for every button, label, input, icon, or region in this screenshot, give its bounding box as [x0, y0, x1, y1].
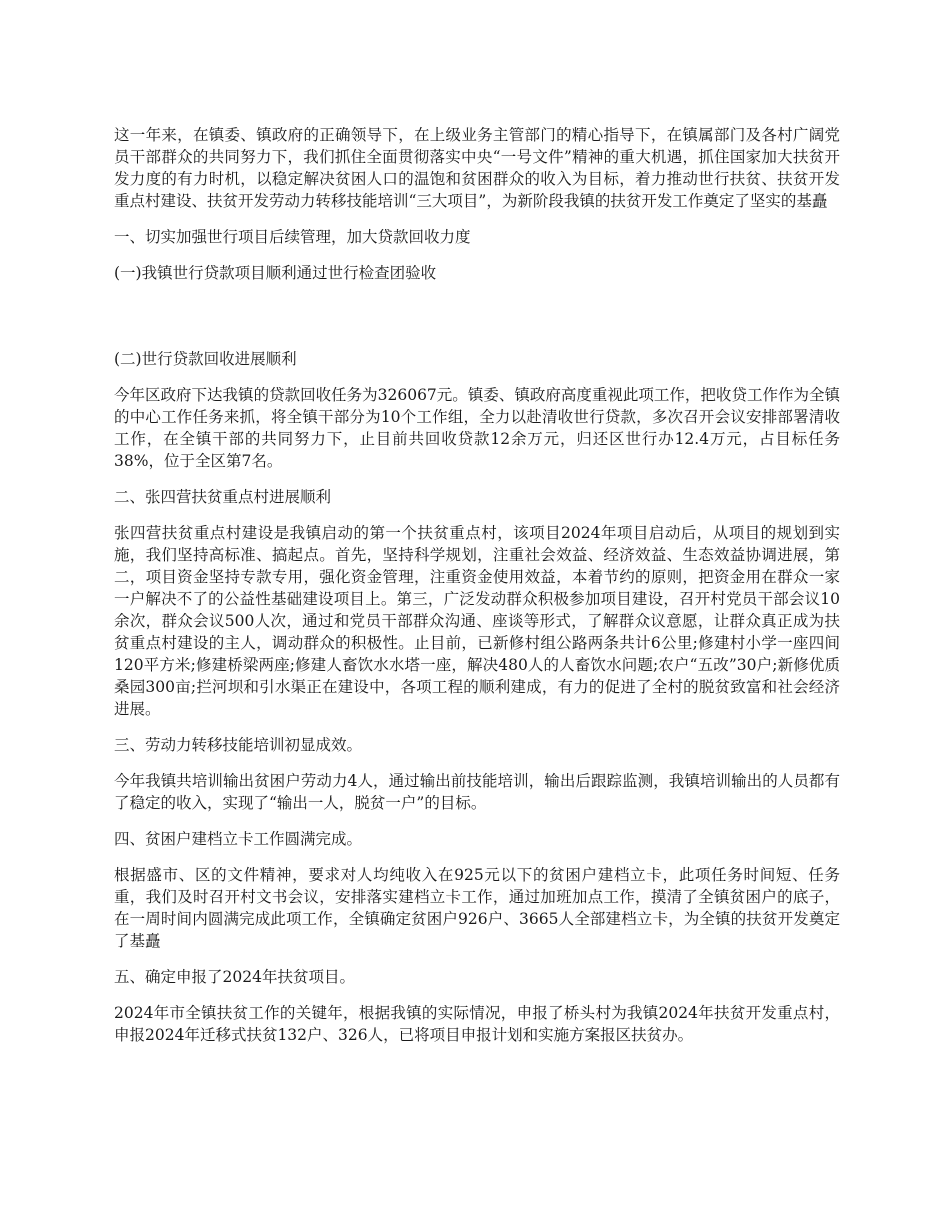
subsection-heading-1-2: (二)世行贷款回收进展顺利	[114, 350, 297, 368]
key-village-paragraph: 张四营扶贫重点村建设是我镇启动的第一个扶贫重点村，该项目2024年项目启动后，从项目的规划到实施，我们坚持高标准、搞起点。首先，坚持科学规划，注重社会效益、经济效益、生态效益协调进展，第二，项目资金坚持专款专用，强化资金管理，注重资金使用效益，本着节约的原则，把资金用在群众一家一户解决不了的公益性基础建设项目上。第三，广泛发动群众积极参加项目建设，召开村党员干部会议10余次，群众会议500人次，通过和党员干部群众沟通、座谈等形式，了解群众议意愿，让群众真正成为扶贫重点村建设的主人，调动群众的积极性。止目前，已新修村组公路两条共计6公里;修建村小学一座四间120平方米;修建桥梁两座;修建人畜饮水水塔一座，解决480人的人畜饮水问题;农户“五改”30户;新修优质桑园300亩;拦河坝和引水渠正在建设中，各项工程的顺利建成，有力的促进了全村的脱贫致富和社会经济进展。	[114, 524, 840, 718]
loan-recovery-paragraph: 今年区政府下达我镇的贷款回收任务为326067元。镇委、镇政府高度重视此项工作，把收贷工作作为全镇的中心工作任务来抓，将全镇干部分为10个工作组，全力以赴清收世行贷款，多次召开会议安排部署清收工作，在全镇干部的共同努力下，止目前共回收贷款12余万元，归还区世行办12.4万元，占目标任务38%，位于全区第7名。	[114, 386, 840, 470]
document-body	[114, 124, 840, 1060]
subsection-heading-1-1: (一)我镇世行贷款项目顺利通过世行检查团验收	[114, 264, 437, 282]
section-heading-3: 三、劳动力转移技能培训初显成效。	[114, 736, 363, 754]
labor-training-paragraph: 今年我镇共培训输出贫困户劳动力4人，通过输出前技能培训，输出后跟踪监测，我镇培训输出的人员都有了稳定的收入，实现了“输出一人，脱贫一户”的目标。	[114, 772, 840, 812]
project-application-paragraph: 2024年市全镇扶贫工作的关键年，根据我镇的实际情况，申报了桥头村为我镇2024年扶贫开发重点村，申报2024年迁移式扶贫132户、326人，已将项目申报计划和实施方案报区扶贫办。	[114, 1004, 840, 1044]
section-heading-4: 四、贫困户建档立卡工作圆满完成。	[114, 830, 363, 848]
registration-paragraph: 根据盛市、区的文件精神，要求对人均纯收入在925元以下的贫困户建档立卡，此项任务时间短、任务重，我们及时召开村文书会议，安排落实建档立卡工作，通过加班加点工作，摸清了全镇贫困户的底子，在一周时间内圆满完成此项工作，全镇确定贫困户926户、3665人全部建档立卡，为全镇的扶贫开发奠定了基矗	[114, 866, 840, 950]
intro-paragraph: 这一年来，在镇委、镇政府的正确领导下，在上级业务主管部门的精心指导下，在镇属部门及各村广阔党员干部群众的共同努力下，我们抓住全面贯彻落实中央“一号文件”精神的重大机遇，抓住国家加大扶贫开发力度的有力时机，以稳定解决贫困人口的温饱和贫困群众的收入为目标，着力推动世行扶贫、扶贫开发重点村建设、扶贫开发劳动力转移技能培训“三大项目”，为新阶段我镇的扶贫开发工作奠定了坚实的基矗	[114, 126, 840, 210]
section-heading-5: 五、确定申报了2024年扶贫项目。	[114, 968, 355, 986]
section-heading-1: 一、切实加强世行项目后续管理，加大贷款回收力度	[114, 228, 471, 246]
blank-space	[114, 298, 840, 348]
section-heading-2: 二、张四营扶贫重点村进展顺利	[114, 488, 332, 506]
